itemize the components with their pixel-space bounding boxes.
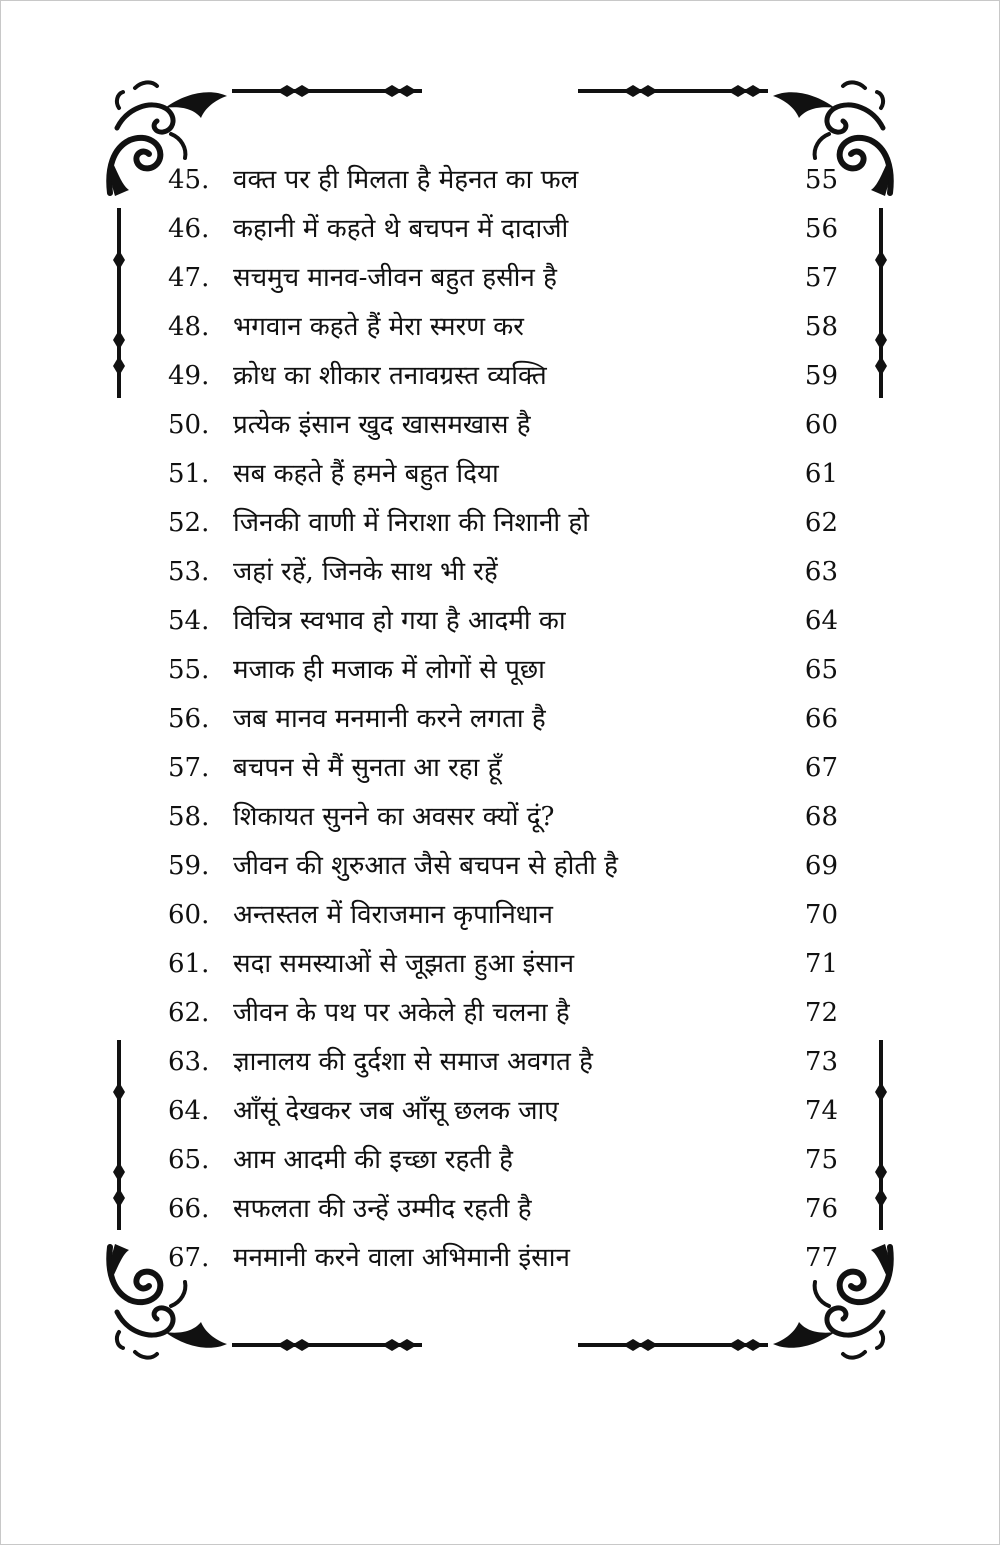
entry-number: 45. — [168, 165, 210, 195]
toc-entry — [160, 499, 850, 548]
entry-page-number: 69 — [804, 851, 838, 881]
entry-title: भगवान कहते हैं मेरा स्मरण कर — [233, 312, 524, 342]
entry-title: कहानी में कहते थे बचपन में दादाजी — [233, 214, 569, 244]
entry-number: 54. — [168, 606, 210, 636]
toc-entry — [160, 1087, 850, 1136]
toc-entry — [160, 940, 850, 989]
toc-entry — [160, 842, 850, 891]
entry-number: 55. — [168, 655, 210, 685]
entry-title: बचपन से मैं सुनता आ रहा हूँ — [233, 753, 502, 783]
right-rule-bottom — [875, 1040, 887, 1230]
entry-page-number: 74 — [804, 1096, 838, 1126]
entry-page-number: 66 — [804, 704, 838, 734]
entry-title: वक्त पर ही मिलता है मेहनत का फल — [233, 165, 579, 195]
toc-entry — [160, 303, 850, 352]
entry-title: जीवन की शुरुआत जैसे बचपन से होती है — [233, 851, 618, 881]
left-rule-top — [113, 208, 125, 398]
entry-title: मनमानी करने वाला अभिमानी इंसान — [233, 1243, 570, 1273]
entry-number: 52. — [168, 508, 210, 538]
toc-entry — [160, 1234, 850, 1283]
entry-page-number: 73 — [804, 1047, 838, 1077]
entry-page-number: 64 — [804, 606, 838, 636]
entry-title: सदा समस्याओं से जूझता हुआ इंसान — [233, 949, 575, 979]
table-of-contents — [160, 156, 850, 1283]
entry-number: 56. — [168, 704, 210, 734]
entry-title: आम आदमी की इच्छा रहती है — [233, 1145, 513, 1175]
entry-number: 46. — [168, 214, 210, 244]
entry-title: मजाक ही मजाक में लोगों से पूछा — [233, 655, 545, 685]
entry-page-number: 70 — [804, 900, 838, 930]
toc-entry — [160, 793, 850, 842]
toc-entry — [160, 254, 850, 303]
toc-entry — [160, 1136, 850, 1185]
toc-entry — [160, 450, 850, 499]
entry-title: प्रत्येक इंसान खुद खासमखास है — [233, 410, 531, 440]
toc-entry — [160, 597, 850, 646]
bottom-rule-right — [578, 1339, 768, 1351]
entry-title: जब मानव मनमानी करने लगता है — [233, 704, 546, 734]
toc-entry — [160, 352, 850, 401]
right-rule-top — [875, 208, 887, 398]
entry-number: 62. — [168, 998, 210, 1028]
left-rule-bottom — [113, 1040, 125, 1230]
entry-title: शिकायत सुनने का अवसर क्यों दूं? — [233, 802, 555, 832]
entry-number: 59. — [168, 851, 210, 881]
toc-entry — [160, 646, 850, 695]
bottom-rule-left — [232, 1339, 422, 1351]
entry-number: 48. — [168, 312, 210, 342]
entry-title: सफलता की उन्हें उम्मीद रहती है — [233, 1194, 532, 1224]
toc-entry — [160, 401, 850, 450]
toc-entry — [160, 744, 850, 793]
entry-number: 66. — [168, 1194, 210, 1224]
entry-page-number: 77 — [804, 1243, 838, 1273]
entry-number: 49. — [168, 361, 210, 391]
toc-entry — [160, 548, 850, 597]
entry-title: जीवन के पथ पर अकेले ही चलना है — [233, 998, 570, 1028]
toc-entry — [160, 989, 850, 1038]
entry-number: 51. — [168, 459, 210, 489]
toc-entry — [160, 695, 850, 744]
toc-entry — [160, 1038, 850, 1087]
entry-title: सचमुच मानव-जीवन बहुत हसीन है — [233, 263, 557, 293]
top-rule-right — [578, 85, 768, 97]
toc-entry — [160, 891, 850, 940]
entry-title: आँसूं देखकर जब आँसू छलक जाए — [233, 1096, 559, 1126]
entry-number: 60. — [168, 900, 210, 930]
entry-number: 58. — [168, 802, 210, 832]
toc-entry — [160, 156, 850, 205]
entry-page-number: 75 — [804, 1145, 838, 1175]
entry-page-number: 65 — [804, 655, 838, 685]
entry-title: ज्ञानालय की दुर्दशा से समाज अवगत है — [233, 1047, 593, 1077]
entry-number: 67. — [168, 1243, 210, 1273]
entry-title: क्रोध का शीकार तनावग्रस्त व्यक्ति — [233, 361, 547, 391]
entry-title: अन्तस्तल में विराजमान कृपानिधान — [233, 900, 553, 930]
entry-number: 47. — [168, 263, 210, 293]
entry-page-number: 56 — [804, 214, 838, 244]
entry-page-number: 72 — [804, 998, 838, 1028]
entry-page-number: 63 — [804, 557, 838, 587]
entry-number: 50. — [168, 410, 210, 440]
entry-title: विचित्र स्वभाव हो गया है आदमी का — [233, 606, 566, 636]
entry-page-number: 61 — [804, 459, 838, 489]
entry-number: 64. — [168, 1096, 210, 1126]
entry-page-number: 60 — [804, 410, 838, 440]
entry-page-number: 55 — [804, 165, 838, 195]
entry-page-number: 71 — [804, 949, 838, 979]
entry-number: 61. — [168, 949, 210, 979]
top-rule-left — [232, 85, 422, 97]
entry-title: सब कहते हैं हमने बहुत दिया — [233, 459, 499, 489]
entry-number: 65. — [168, 1145, 210, 1175]
entry-page-number: 76 — [804, 1194, 838, 1224]
entry-title: जिनकी वाणी में निराशा की निशानी हो — [233, 508, 589, 538]
entry-page-number: 58 — [804, 312, 838, 342]
entry-page-number: 62 — [804, 508, 838, 538]
entry-page-number: 57 — [804, 263, 838, 293]
entry-title: जहां रहें, जिनके साथ भी रहें — [233, 557, 498, 587]
entry-page-number: 59 — [804, 361, 838, 391]
entry-number: 53. — [168, 557, 210, 587]
entry-page-number: 67 — [804, 753, 838, 783]
entry-number: 63. — [168, 1047, 210, 1077]
toc-entry — [160, 205, 850, 254]
entry-number: 57. — [168, 753, 210, 783]
toc-entry — [160, 1185, 850, 1234]
entry-page-number: 68 — [804, 802, 838, 832]
